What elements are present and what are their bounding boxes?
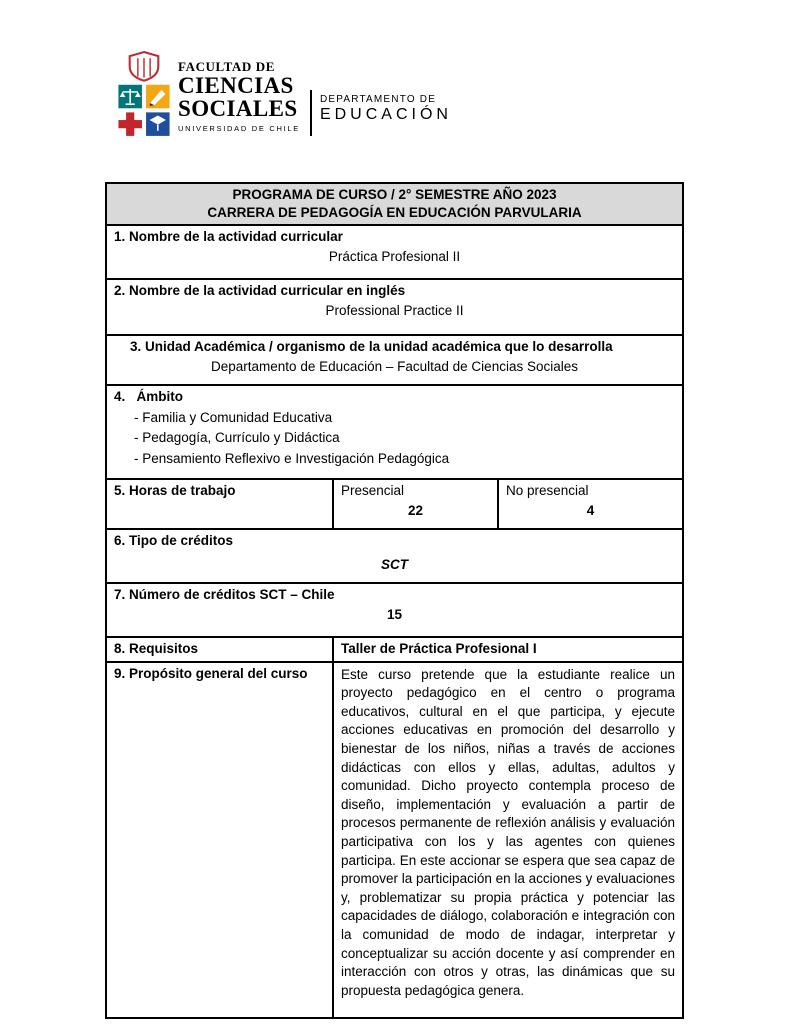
faculty-line1: CIENCIAS xyxy=(178,73,294,98)
table-row xyxy=(106,279,683,335)
no-presencial-value: 4 xyxy=(586,502,595,518)
row6-label: 6. Tipo de créditos xyxy=(114,533,234,549)
department-name xyxy=(320,94,452,124)
row8-value-cell xyxy=(333,637,683,662)
row7-label: 7. Número de créditos SCT – Chile xyxy=(114,587,335,603)
row7-cell xyxy=(106,583,683,637)
presencial-label: Presencial xyxy=(341,483,405,499)
facso-crest-icon xyxy=(116,50,172,140)
row4-label: 4. Ámbito xyxy=(114,389,184,405)
row9-label: 9. Propósito general del curso xyxy=(114,665,308,681)
university-name: UNIVERSIDAD DE CHILE xyxy=(178,124,300,134)
row1-value: Práctica Profesional II xyxy=(328,248,461,264)
table-header-row xyxy=(106,183,683,225)
program-title-line1: PROGRAMA DE CURSO / 2° SEMESTRE AÑO 2023 xyxy=(232,187,557,202)
row8-label: 8. Requisitos xyxy=(114,641,199,657)
row1-label: 1. Nombre de la actividad curricular xyxy=(114,229,343,245)
logo-divider xyxy=(310,90,312,136)
row9-value-cell xyxy=(333,662,683,1018)
row5-label: 5. Horas de trabajo xyxy=(114,483,236,499)
row7-value: 15 xyxy=(386,606,403,622)
no-presencial-label: No presencial xyxy=(506,483,589,499)
faculty-prefix: FACULTAD DE xyxy=(178,59,276,74)
table-row xyxy=(106,662,683,1018)
row4-cell xyxy=(106,385,683,479)
faculty-name xyxy=(178,50,300,133)
department-line1: DEPARTAMENTO DE xyxy=(319,94,437,105)
row3-cell xyxy=(106,335,683,385)
row3-label: 3. Unidad Académica / organismo de la unidad académica que lo desarrolla xyxy=(130,339,613,355)
program-title-line2: CARRERA DE PEDAGOGÍA EN EDUCACIÓN PARVULARIA xyxy=(207,204,582,220)
ambito-item: - Familia y Comunidad Educativa xyxy=(134,409,333,425)
row6-cell xyxy=(106,529,683,583)
faculty-line2: SOCIALES xyxy=(178,95,298,121)
table-row xyxy=(106,385,683,479)
row8-value: Taller de Práctica Profesional I xyxy=(341,641,537,657)
row2-value: Professional Practice II xyxy=(325,302,464,318)
course-program-table xyxy=(105,182,684,1019)
table-row xyxy=(106,335,683,385)
row5-label-cell xyxy=(106,479,333,529)
table-header-cell xyxy=(106,183,683,225)
table-row xyxy=(106,637,683,662)
row1-cell xyxy=(106,225,683,279)
department-line2: EDUCACIÓN xyxy=(319,106,452,123)
course-purpose-paragraph: Este curso pretende que la estudiante realice un proyecto pedagógico en el centro o programa educativos, cultural en el que participa, y ejecute acciones educativas en promoción del desarrollo y bienestar de los niños, niñas a través de acciones didácticas con ellos y ellas, adultas, adultos y comunidad. Dicho proyecto contempla proceso de diseño, implementación y evaluación a partir de procesos permanente de reflexión análisis y evaluación participativa con los y las agentes con quienes participa. En este accionar se espera que sea capaz de promover la participación en la acciones y evaluaciones y, problematizar su propia práctica y potenciar las capacidades de diálogo, colaboración e integración con la comunidad de modo de indagar, interpretar y conceptualizar su acción docente y así comprender en interacción con otros y otras, las dinámicas que su propuesta pedagógica genera. xyxy=(341,666,675,998)
university-logo xyxy=(116,50,452,140)
row3-value: Departamento de Educación – Facultad de Ciencias Sociales xyxy=(211,358,578,374)
row2-label: 2. Nombre de la actividad curricular en inglés xyxy=(114,283,406,299)
table-row xyxy=(106,529,683,583)
row5-no-presencial-cell xyxy=(498,479,683,529)
row6-value: SCT xyxy=(381,556,408,572)
row8-label-cell xyxy=(106,637,333,662)
table-row xyxy=(106,479,683,529)
table-row xyxy=(106,225,683,279)
ambito-item: - Pedagogía, Currículo y Didáctica xyxy=(134,430,340,446)
presencial-value: 22 xyxy=(407,502,424,518)
row2-cell xyxy=(106,279,683,335)
ambito-item: - Pensamiento Reflexivo e Investigación Pedagógica xyxy=(134,450,450,466)
row9-label-cell xyxy=(106,662,333,1018)
row5-presencial-cell xyxy=(333,479,498,529)
table-row xyxy=(106,583,683,637)
